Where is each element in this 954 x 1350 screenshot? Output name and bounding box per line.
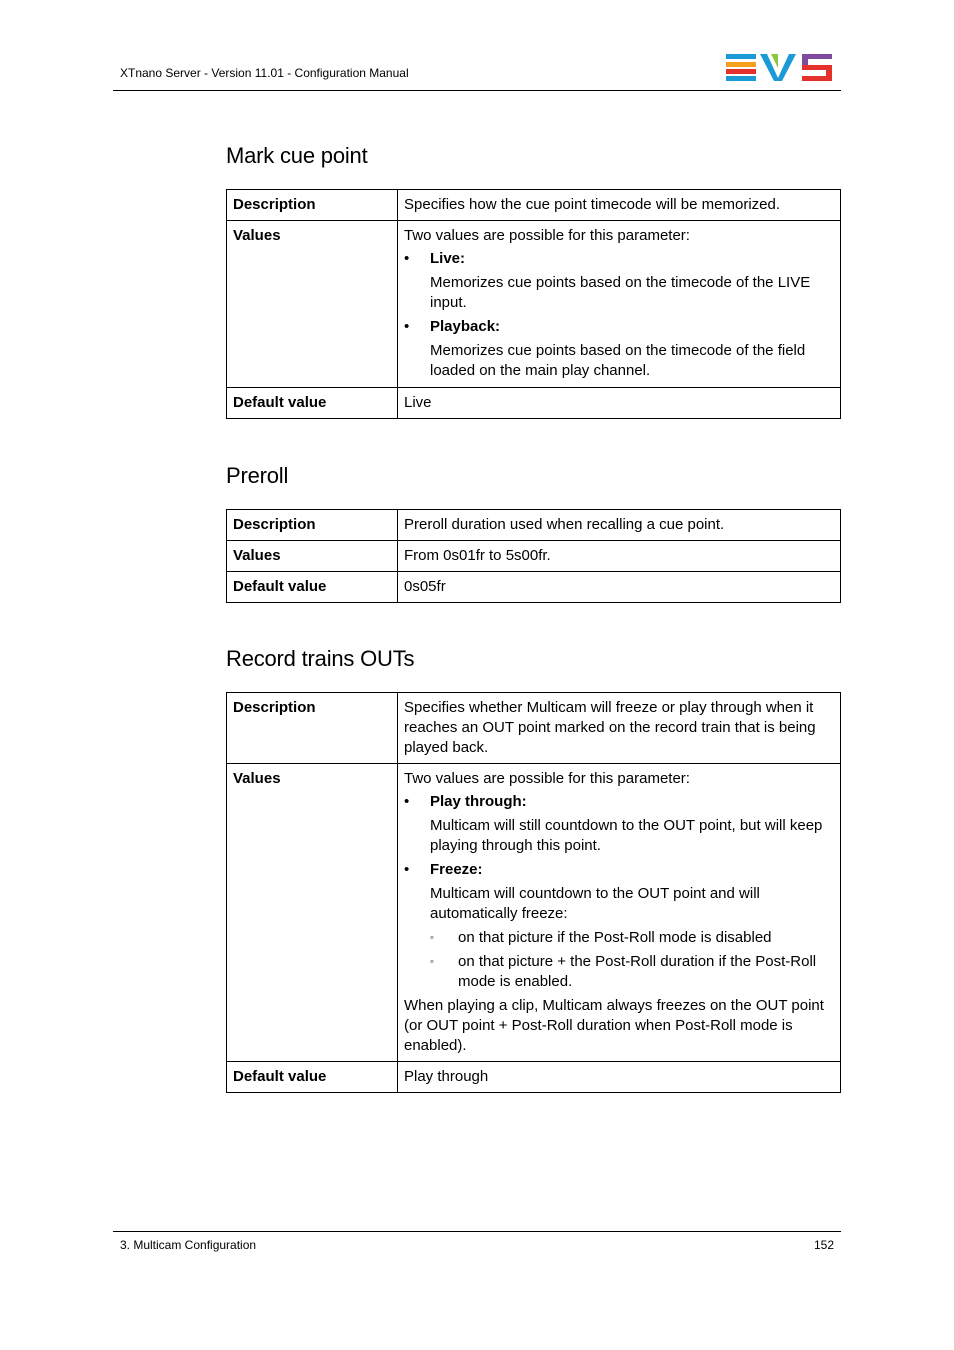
row-value — [398, 764, 841, 1062]
value-label: Playback: — [430, 318, 501, 335]
row-label: Description — [227, 510, 398, 541]
row-label: Values — [227, 221, 398, 388]
row-label: Default value — [227, 1062, 398, 1093]
sub-bullet: ◦ — [430, 956, 434, 968]
row-value: 0s05fr — [398, 572, 841, 603]
row-value: Preroll duration used when recalling a cue point. — [398, 510, 841, 541]
sub-item-text: on that picture if the Post-Roll mode is disabled — [458, 929, 772, 946]
table-row — [227, 693, 841, 764]
row-label: Default value — [227, 572, 398, 603]
row-value: Specifies whether Multicam will freeze or play through when it reaches an OUT point marked on the record train that is being played back. — [398, 693, 841, 764]
table-row — [227, 510, 841, 541]
bullet: • — [404, 861, 410, 878]
record-trains-outs-table — [226, 692, 841, 1093]
value-text: Memorizes cue points based on the timecode of the field loaded on the main play channel. — [430, 342, 806, 379]
values-intro: Two values are possible for this parameter: — [404, 227, 690, 244]
values-list — [404, 249, 834, 381]
value-label: Play through: — [430, 793, 527, 810]
row-value: From 0s01fr to 5s00fr. — [398, 541, 841, 572]
evs-logo-graphic — [726, 54, 834, 82]
values-list — [404, 792, 834, 992]
sub-item-text: on that picture + the Post-Roll duration if the Post-Roll mode is enabled. — [458, 953, 817, 990]
document-header-title: XTnano Server - Version 11.01 - Configuration Manual — [120, 66, 409, 80]
sub-bullet: ◦ — [430, 932, 434, 944]
footer-divider — [113, 1231, 841, 1232]
row-value — [398, 221, 841, 388]
value-label: Freeze: — [430, 861, 483, 878]
table-row — [227, 221, 841, 388]
sub-list — [430, 928, 834, 992]
evs-logo — [726, 54, 834, 87]
row-value: Live — [398, 388, 841, 419]
row-value: Specifies how the cue point timecode will be memorized. — [398, 190, 841, 221]
page-number: 152 — [813, 1238, 834, 1252]
row-label: Default value — [227, 388, 398, 419]
row-label: Description — [227, 693, 398, 764]
list-item — [404, 792, 834, 856]
row-value: Play through — [398, 1062, 841, 1093]
table-row — [227, 1062, 841, 1093]
header-divider — [113, 90, 841, 91]
section-title-mark-cue-point: Mark cue point — [226, 143, 368, 168]
sub-list-item — [430, 928, 834, 948]
list-item — [404, 249, 834, 313]
row-label: Values — [227, 764, 398, 1062]
list-item — [404, 317, 834, 381]
value-text: Multicam will still countdown to the OUT point, but will keep playing through this point. — [430, 817, 823, 854]
section-title-preroll: Preroll — [226, 463, 289, 488]
values-intro: Two values are possible for this parameter: — [404, 770, 690, 787]
preroll-table — [226, 509, 841, 603]
section-title-record-trains-outs: Record trains OUTs — [226, 646, 415, 671]
value-text: Multicam will countdown to the OUT point and will automatically freeze: — [430, 885, 760, 922]
table-row — [227, 388, 841, 419]
table-row — [227, 541, 841, 572]
table-row — [227, 764, 841, 1062]
mark-cue-point-table — [226, 189, 841, 419]
table-row — [227, 572, 841, 603]
values-note: When playing a clip, Multicam always freezes on the OUT point (or OUT point + Post-Roll duration when Post-Roll mode is enabled). — [404, 997, 824, 1054]
footer-section: 3. Multicam Configuration — [120, 1238, 257, 1252]
row-label: Description — [227, 190, 398, 221]
bullet: • — [404, 250, 410, 267]
table-row — [227, 190, 841, 221]
row-label: Values — [227, 541, 398, 572]
value-label: Live: — [430, 250, 466, 267]
bullet: • — [404, 793, 410, 810]
list-item — [404, 860, 834, 992]
bullet: • — [404, 318, 410, 335]
sub-list-item — [430, 952, 834, 992]
value-text: Memorizes cue points based on the timecode of the LIVE input. — [430, 274, 811, 311]
